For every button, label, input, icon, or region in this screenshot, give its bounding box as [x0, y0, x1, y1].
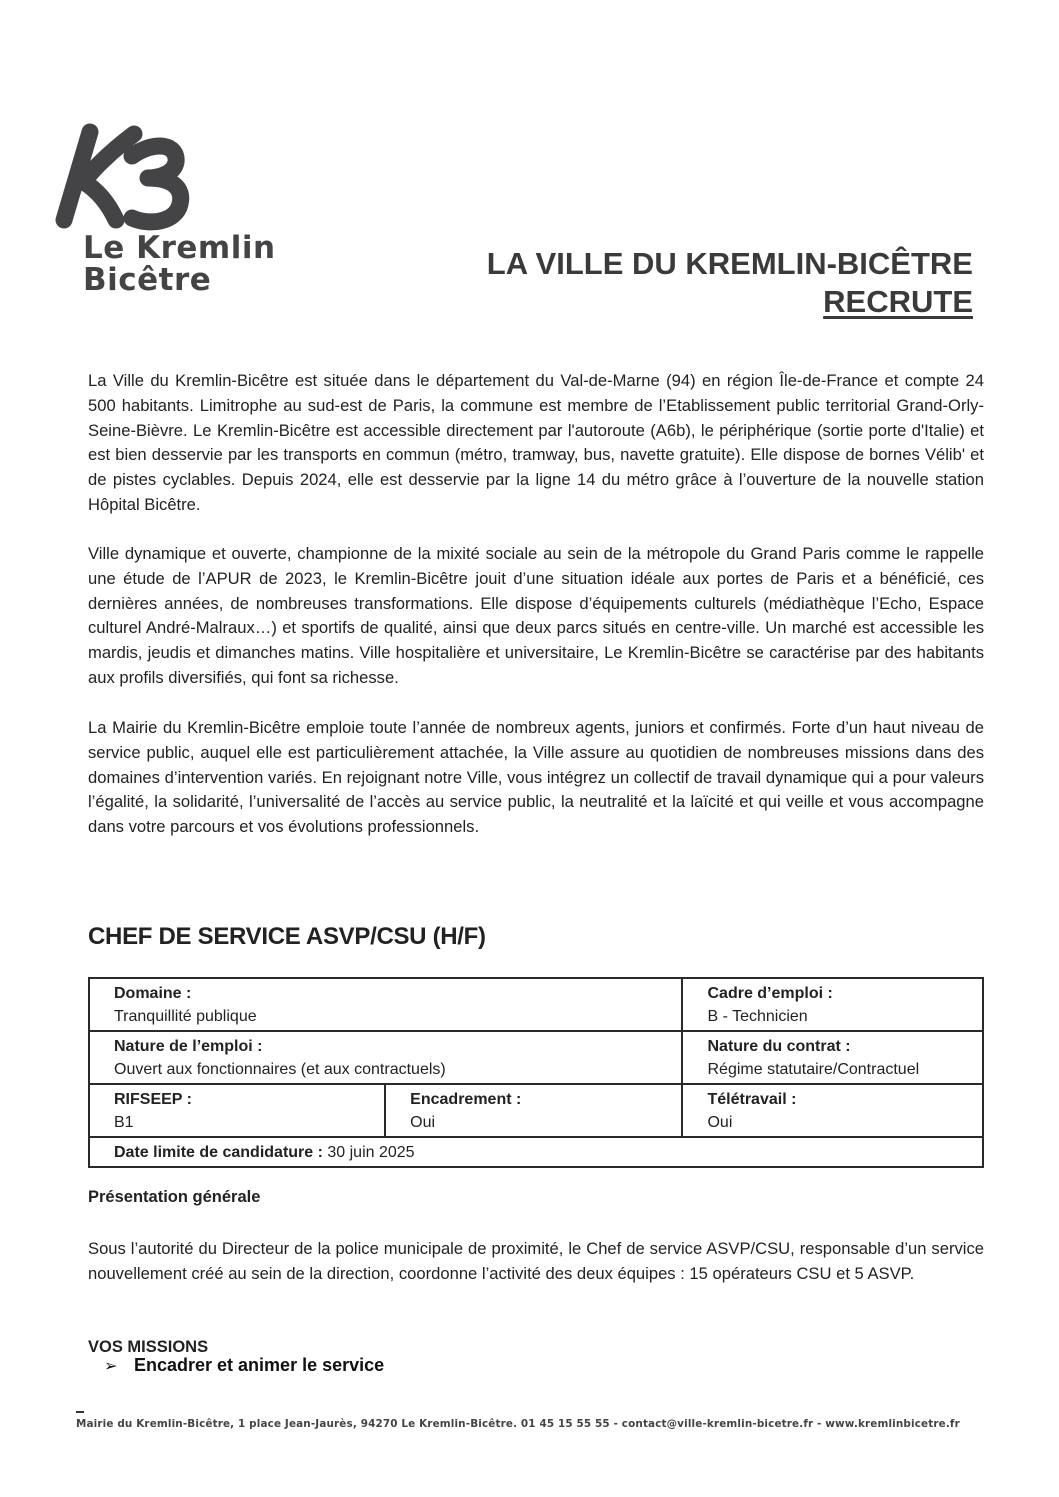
cell-cadre-emploi — [682, 978, 983, 1031]
cell-value: Tranquillité publique — [114, 1008, 257, 1025]
table-row — [89, 1137, 983, 1167]
cell-value: 30 juin 2025 — [322, 1144, 415, 1161]
arrow-bullet-icon: ➢ — [104, 1358, 118, 1375]
cell-rifseep — [89, 1084, 385, 1137]
cell-label: Télétravail : — [707, 1091, 797, 1108]
cell-label: Encadrement : — [410, 1091, 522, 1108]
cell-label: Nature de l’emploi : — [114, 1038, 263, 1055]
table-row — [89, 1031, 983, 1084]
cell-value: Ouvert aux fonctionnaires (et aux contractuels) — [114, 1061, 446, 1078]
logo-line-2: Bicêtre — [83, 262, 212, 298]
logo-wordmark — [83, 232, 276, 296]
headline-recrute: RECRUTE — [823, 284, 973, 319]
cell-label: Cadre d’emploi : — [707, 985, 833, 1002]
cell-value: B - Technicien — [707, 1008, 808, 1025]
intro-paragraph: La Mairie du Kremlin-Bicêtre emploie toute l’année de nombreux agents, juniors et confirmés. Forte d’un haut niveau de service public, auquel elle est particulièrement attachée, la Ville assure au quotidien de nombreuses missions dans des domaines d’intervention variés. En rejoignant notre Ville, vous intégrez un collectif de travail dynamique qui a pour valeurs l’égalité, la solidarité, l’universalité de l’accès au service public, la neutralité et la laïcité et qui veille et vous accompagne dans votre parcours et vos évolutions professionnels. — [88, 718, 984, 837]
table-row — [89, 978, 983, 1031]
intro-paragraph: Ville dynamique et ouverte, championne de la mixité sociale au sein de la métropole du Grand Paris comme le rappelle une étude de l’APUR de 2023, le Kremlin-Bicêtre jouit d’une situation idéale aux portes de Paris et a bénéficié, ces dernières années, de nombreuses transformations. Elle dispose d’équipements culturels (médiathèque l’Echo, Espace culturel André-Malraux…) et sportifs de qualité, ainsi que deux parcs situés en centre-ville. Un marché est accessible les mardis, jeudis et dimanches matins. Ville hospitalière et universitaire, Le Kremlin-Bicêtre se caractérise par des habitants aux profils diversifiés, qui font sa richesse. — [88, 544, 984, 687]
footer-contact: Mairie du Kremlin-Bicêtre, 1 place Jean-Jaurès, 94270 Le Kremlin-Bicêtre. 01 45 15 55 55 - contact@ville-kremlin-bicetre.fr - www.kremlinbicetre.fr — [76, 1418, 960, 1430]
presentation-text: Sous l’autorité du Directeur de la police municipale de proximité, le Chef de service ASVP/CSU, responsable d’un service nouvellement créé au sein de la direction, coordonne l’activité des deux équipes : 15 opérateurs CSU et 5 ASVP. — [88, 1239, 984, 1283]
job-info-table — [88, 977, 984, 1168]
table-row — [89, 1084, 983, 1137]
missions-heading: VOS MISSIONS — [88, 1338, 209, 1356]
headline-line-1: LA VILLE DU KREMLIN-BICÊTRE — [486, 246, 973, 281]
cell-value: Oui — [707, 1114, 733, 1131]
city-logo — [50, 122, 280, 302]
presentation-heading: Présentation générale — [88, 1188, 261, 1206]
cell-date-limite — [89, 1137, 983, 1167]
footer-divider — [76, 1411, 84, 1413]
cell-value: Régime statutaire/Contractuel — [707, 1061, 920, 1078]
cell-nature-contrat — [682, 1031, 983, 1084]
mission-item — [104, 1355, 384, 1376]
cell-value: B1 — [114, 1114, 134, 1131]
cell-label: Nature du contrat : — [707, 1038, 851, 1055]
page-headline — [487, 245, 973, 321]
cell-encadrement — [385, 1084, 682, 1137]
cell-value: Oui — [410, 1114, 436, 1131]
cell-teletravail — [682, 1084, 983, 1137]
mission-label: Encadrer et animer le service — [134, 1355, 385, 1375]
cell-domaine — [89, 978, 682, 1031]
cell-label: Domaine : — [114, 985, 192, 1002]
logo-line-1: Le Kremlin — [83, 230, 276, 266]
intro-paragraph: La Ville du Kremlin-Bicêtre est située dans le département du Val-de-Marne (94) en région Île-de-France et compte 24 500 habitants. Limitrophe au sud-est de Paris, la commune est membre de l’Etablissement public territorial Grand-Orly-Seine-Bièvre. Le Kremlin-Bicêtre est accessible directement par l'autoroute (A6b), le périphérique (sortie porte d'Italie) et est bien desservie par les transports en commun (métro, tramway, bus, navette gratuite). Elle dispose de bornes Vélib' et de pistes cyclables. Depuis 2024, elle est desservie par la ligne 14 du métro grâce à l’ouverture de la nouvelle station Hôpital Bicêtre. — [88, 371, 984, 514]
cell-label: Date limite de candidature : — [114, 1144, 323, 1161]
kb-monogram-icon — [50, 122, 195, 232]
cell-label: RIFSEEP : — [114, 1091, 192, 1108]
cell-nature-emploi — [89, 1031, 682, 1084]
job-title: CHEF DE SERVICE ASVP/CSU (H/F) — [88, 923, 486, 950]
